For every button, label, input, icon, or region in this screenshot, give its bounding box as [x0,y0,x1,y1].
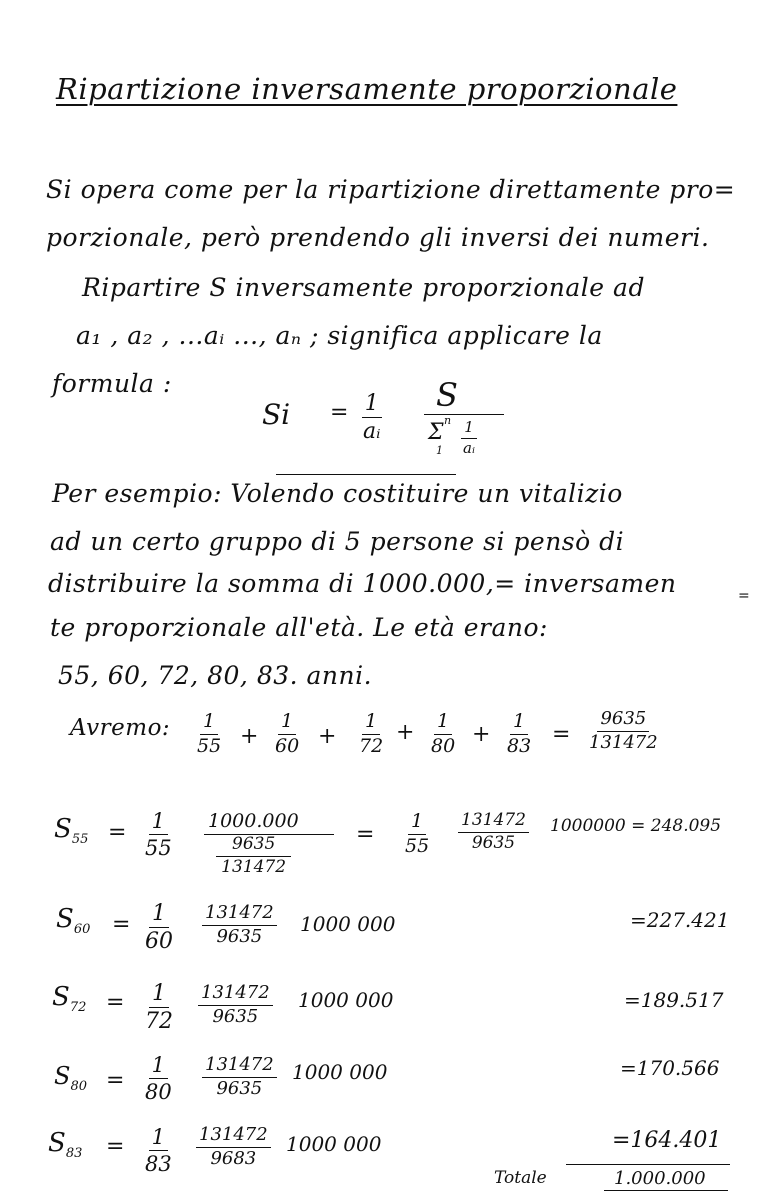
share-72-ratio [198,984,273,1027]
sum-result-fraction [586,710,661,753]
share-83-one: 1 [149,1126,168,1151]
plus-1: + [240,724,259,749]
formula-one: 1 [362,392,382,418]
share-60-den: 60 [145,929,173,955]
formula-sum-bottom: 1 [436,444,443,457]
inverse-55 [194,712,224,757]
share-72-result: =189.517 [624,988,724,1012]
share-55-label: $S_{55}$ [54,814,89,847]
share-72-one: 1 [149,982,169,1008]
share-80-inverse [142,1054,175,1103]
share-60-ratio-num: 131472 [202,904,277,926]
formula-sum-top: n [444,414,452,427]
formula-underline [276,474,456,475]
example-line-2: ad un certo gruppo di 5 persone si pensò di [50,527,625,556]
share-83-result: =164.401 [612,1128,722,1153]
share-60-result: =227.421 [630,908,730,932]
share-55-one: 1 [149,810,168,835]
inverse-83-num: 1 [510,712,528,735]
share-55-den-2: 55 [405,834,430,857]
share-55-den: 55 [145,836,172,861]
share-83-equals: = [106,1134,125,1159]
example-line-1: Per esempio: Volendo costituire un vitalizio [52,479,623,508]
sum-result-num: 9635 [597,710,649,732]
share-80-den: 80 [145,1080,172,1105]
share-80-one: 1 [149,1054,168,1079]
formula-sum-one: 1 [461,420,477,439]
formula-sum-ai: aᵢ [463,438,475,457]
intro-line-5: formula : [52,369,172,398]
share-83-ratio [196,1126,271,1169]
inverse-83 [504,712,534,757]
inverse-80-num: 1 [434,712,452,735]
share-60-label: $S_{60}$ [56,904,91,937]
share-83-den: 83 [145,1152,172,1177]
intro-line-4: a₁ , a₂ , ...aᵢ ..., aₙ ; significa applicare la [76,321,603,350]
share-55-inner-num: 9635 [216,836,291,857]
inverse-72-den: 72 [359,734,384,757]
formula-equals: = [330,400,349,425]
share-55-amount: 1000.000 [208,810,299,832]
share-80-equals: = [106,1068,125,1093]
formula-inverse-fraction [360,392,384,443]
inverse-72 [356,712,386,757]
plus-4: + [472,722,491,747]
plus-3: + [396,720,415,745]
share-55-ratio-num: 131472 [458,812,529,833]
page-title: Ripartizione inversamente proporzionale [56,72,678,106]
example-line-3: distribuire la somma di 1000.000,= inversamen [48,569,677,598]
inverse-55-num: 1 [200,712,218,735]
example-line-3-hyphen: = [738,588,750,604]
formula-main-bar [424,414,504,415]
formula-sum-fraction [460,420,478,457]
example-line-5: 55, 60, 72, 80, 83. anni. [58,661,373,690]
share-83-inverse [142,1126,175,1175]
share-80-ratio-den: 9635 [216,1077,263,1099]
formula-sum-sign: Σ [428,420,444,445]
share-55-one-2: 1 [408,812,426,835]
example-line-4: te proporzionale all'età. Le età erano: [50,613,548,642]
share-55-equals-2: = [356,822,375,847]
share-55-ratio [458,812,529,853]
share-55-ratio-den: 9635 [471,832,516,853]
share-55-inverse [142,810,175,859]
formula-lhs: Si [262,398,291,431]
share-72-factor: 1000 000 [298,988,394,1012]
share-83-label: $S_{83}$ [48,1128,83,1161]
total-value: 1.000.000 [614,1168,706,1189]
avremo-equals: = [552,722,571,747]
share-60-one: 1 [149,902,169,928]
plus-2: + [318,724,337,749]
share-72-den: 72 [145,1009,173,1035]
intro-line-3: Ripartire S inversamente proporzionale ad [82,273,645,302]
share-80-ratio [202,1056,277,1099]
inverse-60-num: 1 [278,712,296,735]
share-83-factor: 1000 000 [286,1132,382,1156]
share-55-result: 1000000 = 248.095 [550,816,722,836]
share-72-label: $S_{72}$ [52,982,87,1015]
share-60-ratio [202,904,277,947]
share-72-ratio-num: 131472 [198,984,273,1006]
inverse-60-den: 60 [275,734,300,757]
share-55-inverse-2 [402,812,432,857]
share-83-ratio-num: 131472 [196,1126,271,1148]
formula-S: S [436,376,458,414]
inverse-83-den: 83 [507,734,532,757]
share-72-ratio-den: 9635 [212,1005,259,1027]
share-55-equals: = [108,820,127,845]
total-rule [566,1164,730,1165]
share-72-equals: = [106,990,125,1015]
intro-line-2: porzionale, però prendendo gli inversi dei numeri. [46,223,710,252]
inverse-60 [272,712,302,757]
share-83-ratio-den: 9683 [210,1147,257,1169]
intro-line-1: Si opera come per la ripartizione direttamente pro= [46,175,736,204]
total-label: Totale [494,1168,547,1188]
avremo-label: Avremo: [70,715,171,741]
inverse-72-num: 1 [362,712,380,735]
inverse-80 [428,712,458,757]
share-80-result: =170.566 [620,1056,720,1080]
share-60-ratio-den: 9635 [216,925,263,947]
formula-ai: aᵢ [363,419,381,445]
share-60-factor: 1000 000 [300,912,396,936]
sum-result-den: 131472 [589,731,658,753]
share-55-inner-fraction [216,836,291,877]
share-60-inverse [142,902,176,953]
share-55-inner-den: 131472 [221,856,287,877]
share-80-ratio-num: 131472 [202,1056,277,1078]
inverse-80-den: 80 [431,734,456,757]
inverse-55-den: 55 [197,734,222,757]
share-80-factor: 1000 000 [292,1060,388,1084]
share-60-equals: = [112,912,131,937]
total-underline [604,1190,728,1191]
share-80-label: $S_{80}$ [54,1062,87,1094]
share-72-inverse [142,982,176,1033]
